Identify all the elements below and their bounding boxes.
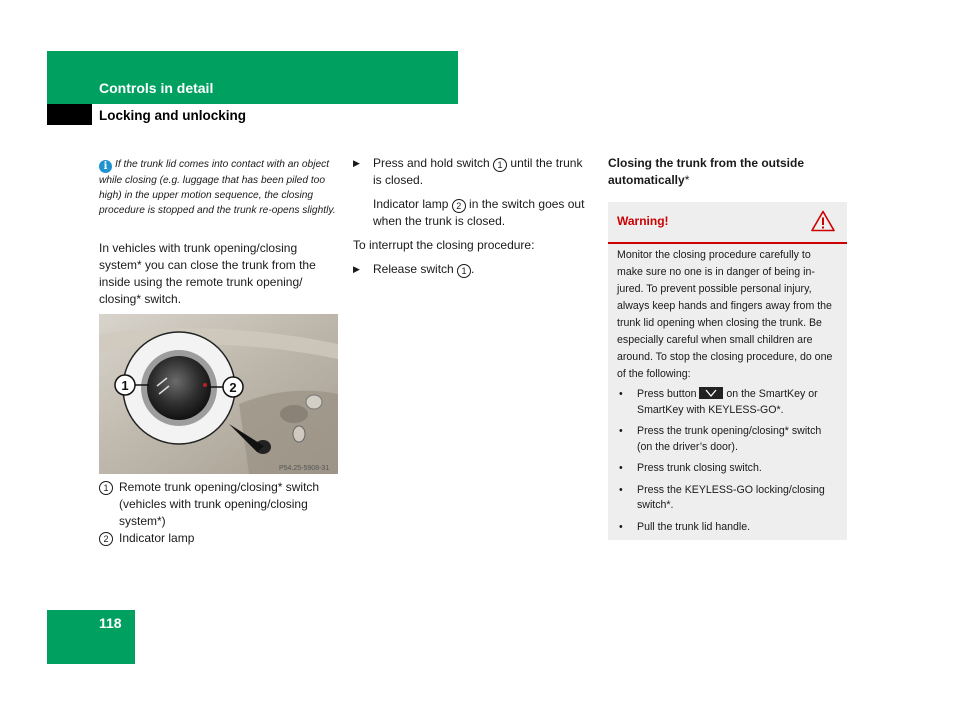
item-text-part: on the SmartKey or SmartKey with KEYLESS-GO*. bbox=[637, 388, 818, 416]
intro-paragraph: In vehicles with trunk opening/closing system* you can close the trunk from the inside using the remote trunk opening/ closing* switch. bbox=[99, 241, 316, 306]
warning-list-item bbox=[617, 461, 838, 477]
automatic-closing-heading bbox=[608, 155, 838, 189]
step-arrow-icon: ▶ bbox=[353, 158, 360, 168]
item-text: Press the trunk opening/closing* switch (on the driver’s door). bbox=[637, 425, 822, 453]
caption-number: 2 bbox=[99, 532, 113, 546]
indicator-text-part: Indicator lamp bbox=[373, 197, 452, 211]
header-band bbox=[47, 51, 458, 104]
photo-code: P54.25-5908-31 bbox=[279, 465, 330, 472]
photo-callout-1: 1 bbox=[121, 378, 129, 393]
bullet-dot: • bbox=[619, 388, 623, 400]
step-text bbox=[373, 155, 593, 189]
step-arrow-icon: ▶ bbox=[353, 264, 360, 274]
step-text bbox=[373, 261, 474, 278]
instruction-step bbox=[353, 155, 593, 189]
caption-number: 1 bbox=[99, 481, 113, 495]
step-text-part: Press and hold switch bbox=[373, 156, 494, 170]
bullet-dot: • bbox=[619, 520, 623, 533]
warning-triangle-icon bbox=[811, 210, 835, 232]
info-icon: i bbox=[99, 160, 112, 173]
bullet-dot: • bbox=[619, 483, 623, 496]
trunk-button-icon bbox=[699, 387, 723, 399]
photo-callout-2: 2 bbox=[229, 380, 237, 395]
step-text-part: until the trunk is closed. bbox=[373, 156, 583, 187]
subsection-title: Locking and unlocking bbox=[99, 108, 247, 123]
step-text-part: . bbox=[471, 262, 475, 276]
indicator-note bbox=[353, 196, 593, 230]
section-title: Controls in detail bbox=[99, 80, 214, 96]
warning-list bbox=[617, 387, 838, 535]
caption-text: Remote trunk opening/closing* switch (vehicles with trunk opening/closing system*) bbox=[119, 480, 320, 528]
info-note bbox=[99, 157, 339, 218]
item-text: Press trunk closing switch. bbox=[637, 462, 762, 474]
section-tab-marker bbox=[47, 104, 92, 125]
heading-text: Closing the trunk from the outside automatically bbox=[608, 156, 805, 187]
warning-body bbox=[608, 244, 847, 535]
photo-captions bbox=[99, 479, 339, 547]
bullet-dot: • bbox=[619, 462, 623, 474]
item-text: Press the KEYLESS-GO locking/closing switch*. bbox=[637, 483, 825, 511]
warning-list-item bbox=[617, 387, 838, 418]
indicator-text-part: in the switch goes out when the trunk is closed. bbox=[373, 197, 585, 228]
caption-item bbox=[99, 530, 339, 547]
warning-text: Monitor the closing procedure carefully to make sure no one is in danger of being in-jured. To prevent possible personal injury, always keep hands and fingers away from the trunk lid opening when closing the trunk. Be especially careful when small children are around. To stop the closing procedure, do one of the following: bbox=[617, 249, 833, 380]
heading-asterisk: * bbox=[684, 173, 690, 187]
item-text: Pull the trunk lid handle. bbox=[637, 520, 751, 533]
instructions-column bbox=[353, 155, 593, 278]
caption-item bbox=[99, 479, 339, 530]
step-text-part: Release switch bbox=[373, 262, 458, 276]
caption-text: Indicator lamp bbox=[119, 531, 195, 545]
switch-number: 1 bbox=[493, 158, 507, 172]
item-text-part: Press button bbox=[637, 388, 700, 400]
trunk-switch-photo bbox=[99, 314, 338, 474]
info-note-text: If the trunk lid comes into contact with an object while closing (e.g. luggage that has been piled too high) in the upper motion sequence, the closing procedure is stopped and the trunk re-opens slightly. bbox=[99, 159, 336, 216]
interrupt-heading: To interrupt the closing procedure: bbox=[353, 238, 535, 252]
warning-header bbox=[608, 202, 847, 244]
switch-number: 1 bbox=[457, 264, 471, 278]
lamp-number: 2 bbox=[452, 199, 466, 213]
bullet-dot: • bbox=[619, 425, 623, 437]
warning-list-item bbox=[617, 520, 838, 536]
page-number: 118 bbox=[99, 615, 122, 631]
warning-label: Warning! bbox=[617, 214, 669, 228]
warning-list-item bbox=[617, 483, 838, 514]
instruction-step bbox=[353, 261, 593, 278]
warning-list-item bbox=[617, 424, 838, 455]
warning-box bbox=[608, 202, 847, 540]
